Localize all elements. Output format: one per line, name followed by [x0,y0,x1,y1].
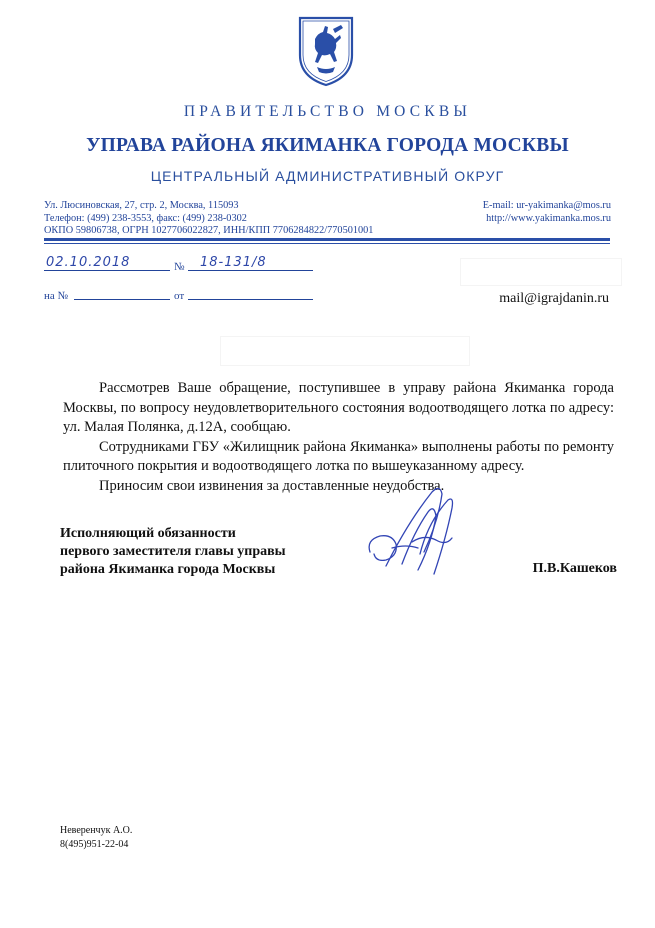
email-line: E-mail: ur-yakimanka@mos.ru [482,200,611,211]
executor-info [60,824,132,852]
in-reply-label: на № [44,290,69,302]
body-paragraph: Рассмотрев Ваше обращение, поступившее в управу района Якиманка города Москвы, по вопросу неудовлетворительного состояния водоотводящего лотка по адресу: ул. Малая Полянка, д.12А, сообщаю. [63,380,614,436]
requisites-right [483,200,611,225]
header-divider-thin [44,243,610,244]
phone-line: Телефон: (499) 238-3553, факс: (499) 238-0302 [44,212,247,224]
website-line: http://www.yakimanka.mos.ru [486,212,611,224]
government-title: ПРАВИТЕЛЬСТВО МОСКВЫ [183,103,472,120]
body-paragraph: Приносим свои извинения за доставленные неудобства. [99,477,445,494]
from-underline [188,299,313,300]
date-underline [44,270,170,271]
body-paragraph: Сотрудниками ГБУ «Жилищник района Якиманка» выполнены работы по ремонту плиточного покрытия и водоотводящего лотка по вышеуказанному адресу. [63,438,614,475]
registry-line: ОКПО 59806738, ОГРН 1027706022827, ИНН/КПП 7706284822/770501001 [44,225,374,237]
position-line: Исполняющий обязанности [60,526,236,541]
requisites-left [44,200,373,238]
signatory-name: П.В.Кашеков [532,561,617,576]
executor-name: Неверенчук А.О. [60,825,133,836]
moscow-coat-of-arms-icon [297,15,355,87]
number-label: № [174,261,185,273]
signatory-position [60,525,286,579]
position-line: района Якиманка города Москвы [60,562,276,577]
letter-body [63,379,614,497]
address-line: Ул. Люсиновская, 27, стр. 2, Москва, 115093 [44,200,239,211]
okrug-title: ЦЕНТРАЛЬНЫЙ АДМИНИСТРАТИВНЫЙ ОКРУГ [150,168,505,184]
redacted-salutation [220,336,470,366]
executor-phone: 8(495)951-22-04 [60,839,129,850]
redacted-recipient-name [460,258,622,286]
from-label: от [174,290,185,302]
outgoing-date: 02.10.2018 [46,255,131,270]
header-divider-thick [44,238,610,241]
in-reply-underline [74,299,170,300]
handwritten-signature [362,482,462,584]
position-line: первого заместителя главы управы [60,544,286,559]
outgoing-number: 18-131/8 [200,255,267,270]
organization-title: УПРАВА РАЙОНА ЯКИМАНКА ГОРОДА МОСКВЫ [86,135,569,156]
recipient-email: mail@igrajdanin.ru [499,291,609,306]
number-underline [188,270,313,271]
